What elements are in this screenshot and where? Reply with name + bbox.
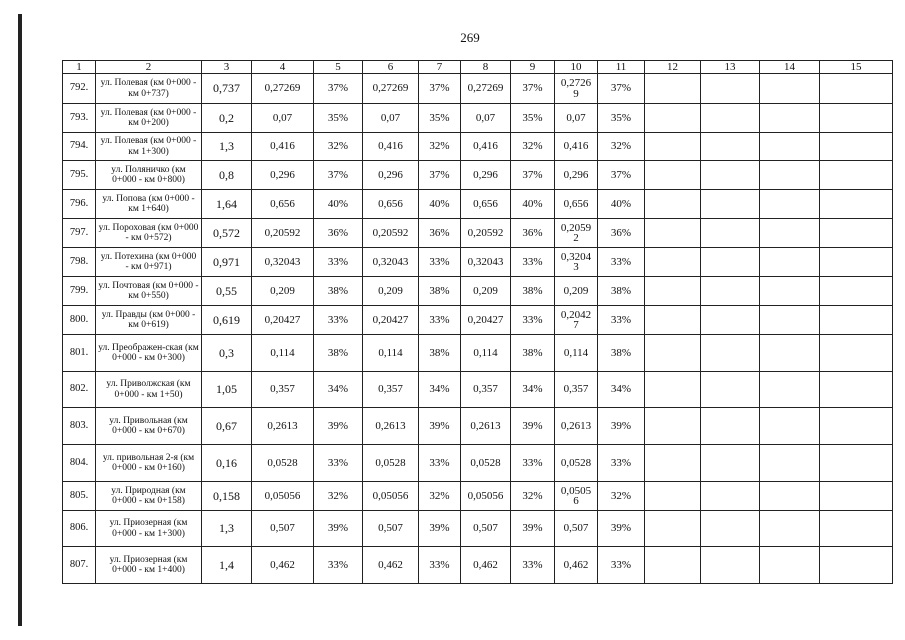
row-number: 806.	[63, 511, 96, 547]
cell-c5: 40%	[314, 190, 363, 219]
cell-c3: 0,158	[202, 482, 252, 511]
cell-c5: 32%	[314, 133, 363, 161]
cell-c3: 0,737	[202, 74, 252, 104]
cell-c10: 0,2726 9	[555, 74, 598, 104]
empty-cell-14	[760, 335, 820, 372]
cell-c8: 0,209	[461, 277, 511, 306]
cell-c8: 0,114	[461, 335, 511, 372]
column-header-15: 15	[820, 61, 893, 74]
empty-cell-12	[645, 133, 701, 161]
cell-c4: 0,507	[252, 511, 314, 547]
empty-cell-12	[645, 408, 701, 445]
cell-c5: 35%	[314, 104, 363, 133]
cell-c5: 37%	[314, 74, 363, 104]
cell-c4: 0,0528	[252, 445, 314, 482]
column-header-3: 3	[202, 61, 252, 74]
cell-c11: 32%	[598, 133, 645, 161]
cell-c7: 32%	[419, 482, 461, 511]
cell-c3: 0,2	[202, 104, 252, 133]
empty-cell-12	[645, 190, 701, 219]
cell-c3: 1,64	[202, 190, 252, 219]
column-header-4: 4	[252, 61, 314, 74]
empty-cell-12	[645, 482, 701, 511]
cell-c10: 0,357	[555, 372, 598, 408]
cell-c4: 0,357	[252, 372, 314, 408]
cell-c10: 0,2059 2	[555, 219, 598, 248]
cell-c9: 32%	[511, 482, 555, 511]
cell-c4: 0,462	[252, 547, 314, 584]
table-row	[63, 248, 893, 277]
cell-c9: 40%	[511, 190, 555, 219]
empty-cell-15	[820, 74, 893, 104]
cell-c8: 0,27269	[461, 74, 511, 104]
empty-cell-13	[701, 74, 760, 104]
empty-cell-13	[701, 547, 760, 584]
empty-cell-12	[645, 277, 701, 306]
empty-cell-15	[820, 306, 893, 335]
empty-cell-12	[645, 74, 701, 104]
street-name: ул. Полевая (км 0+000 - км 0+737)	[96, 74, 202, 104]
empty-cell-12	[645, 161, 701, 190]
cell-c7: 37%	[419, 161, 461, 190]
cell-c9: 33%	[511, 547, 555, 584]
cell-c11: 33%	[598, 445, 645, 482]
street-name: ул. Преображен-ская (км 0+000 - км 0+300)	[96, 335, 202, 372]
cell-c8: 0,20427	[461, 306, 511, 335]
cell-c3: 0,572	[202, 219, 252, 248]
column-header-1: 1	[63, 61, 96, 74]
cell-c10: 0,296	[555, 161, 598, 190]
cell-c3: 0,3	[202, 335, 252, 372]
empty-cell-14	[760, 190, 820, 219]
empty-cell-13	[701, 511, 760, 547]
empty-cell-13	[701, 408, 760, 445]
cell-c5: 33%	[314, 547, 363, 584]
cell-c11: 36%	[598, 219, 645, 248]
empty-cell-14	[760, 306, 820, 335]
cell-c8: 0,656	[461, 190, 511, 219]
empty-cell-12	[645, 445, 701, 482]
cell-c4: 0,416	[252, 133, 314, 161]
table-row	[63, 482, 893, 511]
empty-cell-14	[760, 547, 820, 584]
cell-c4: 0,2613	[252, 408, 314, 445]
cell-c4: 0,20592	[252, 219, 314, 248]
table-row	[63, 190, 893, 219]
cell-c7: 34%	[419, 372, 461, 408]
cell-c10: 0,2613	[555, 408, 598, 445]
cell-c11: 35%	[598, 104, 645, 133]
cell-c4: 0,296	[252, 161, 314, 190]
cell-c7: 35%	[419, 104, 461, 133]
column-header-2: 2	[96, 61, 202, 74]
empty-cell-13	[701, 133, 760, 161]
cell-c9: 37%	[511, 74, 555, 104]
column-header-12: 12	[645, 61, 701, 74]
cell-c4: 0,209	[252, 277, 314, 306]
cell-c5: 36%	[314, 219, 363, 248]
empty-cell-15	[820, 482, 893, 511]
cell-c10: 0,507	[555, 511, 598, 547]
cell-c7: 33%	[419, 445, 461, 482]
cell-c6: 0,416	[363, 133, 419, 161]
cell-c6: 0,05056	[363, 482, 419, 511]
cell-c4: 0,656	[252, 190, 314, 219]
column-header-6: 6	[363, 61, 419, 74]
table-row	[63, 277, 893, 306]
cell-c7: 38%	[419, 335, 461, 372]
cell-c7: 39%	[419, 511, 461, 547]
empty-cell-15	[820, 511, 893, 547]
empty-cell-15	[820, 547, 893, 584]
cell-c7: 33%	[419, 306, 461, 335]
empty-cell-12	[645, 547, 701, 584]
street-name: ул. Приозерная (км 0+000 - км 1+300)	[96, 511, 202, 547]
cell-c11: 32%	[598, 482, 645, 511]
row-number: 802.	[63, 372, 96, 408]
cell-c7: 36%	[419, 219, 461, 248]
empty-cell-14	[760, 248, 820, 277]
cell-c4: 0,114	[252, 335, 314, 372]
cell-c11: 37%	[598, 74, 645, 104]
empty-cell-15	[820, 335, 893, 372]
cell-c4: 0,20427	[252, 306, 314, 335]
cell-c3: 1,05	[202, 372, 252, 408]
empty-cell-14	[760, 74, 820, 104]
empty-cell-13	[701, 190, 760, 219]
empty-cell-12	[645, 306, 701, 335]
cell-c6: 0,507	[363, 511, 419, 547]
cell-c11: 33%	[598, 547, 645, 584]
empty-cell-15	[820, 133, 893, 161]
empty-cell-15	[820, 104, 893, 133]
column-header-8: 8	[461, 61, 511, 74]
empty-cell-14	[760, 161, 820, 190]
empty-cell-13	[701, 482, 760, 511]
cell-c11: 33%	[598, 306, 645, 335]
row-number: 801.	[63, 335, 96, 372]
empty-cell-13	[701, 445, 760, 482]
cell-c7: 39%	[419, 408, 461, 445]
cell-c7: 33%	[419, 547, 461, 584]
empty-cell-12	[645, 511, 701, 547]
cell-c10: 0,0528	[555, 445, 598, 482]
page-margin-bar	[18, 14, 22, 626]
cell-c11: 37%	[598, 161, 645, 190]
cell-c5: 33%	[314, 445, 363, 482]
table-row	[63, 306, 893, 335]
street-name: ул. Попова (км 0+000 - км 1+640)	[96, 190, 202, 219]
cell-c6: 0,209	[363, 277, 419, 306]
cell-c3: 1,3	[202, 133, 252, 161]
table-row	[63, 104, 893, 133]
street-name: ул. Полевая (км 0+000 - км 0+200)	[96, 104, 202, 133]
cell-c10: 0,0505 6	[555, 482, 598, 511]
cell-c10: 0,416	[555, 133, 598, 161]
page-number: 269	[460, 30, 480, 45]
cell-c8: 0,20592	[461, 219, 511, 248]
cell-c8: 0,416	[461, 133, 511, 161]
cell-c11: 40%	[598, 190, 645, 219]
cell-c10: 0,462	[555, 547, 598, 584]
cell-c7: 32%	[419, 133, 461, 161]
cell-c5: 33%	[314, 306, 363, 335]
cell-c10: 0,114	[555, 335, 598, 372]
empty-cell-12	[645, 219, 701, 248]
column-header-14: 14	[760, 61, 820, 74]
empty-cell-14	[760, 445, 820, 482]
row-number: 795.	[63, 161, 96, 190]
street-name: ул. Полевая (км 0+000 - км 1+300)	[96, 133, 202, 161]
cell-c9: 33%	[511, 248, 555, 277]
column-header-13: 13	[701, 61, 760, 74]
header-row	[63, 61, 893, 74]
empty-cell-15	[820, 161, 893, 190]
row-number: 803.	[63, 408, 96, 445]
cell-c5: 34%	[314, 372, 363, 408]
cell-c8: 0,462	[461, 547, 511, 584]
cell-c5: 38%	[314, 277, 363, 306]
cell-c9: 34%	[511, 372, 555, 408]
empty-cell-14	[760, 104, 820, 133]
row-number: 807.	[63, 547, 96, 584]
cell-c3: 0,67	[202, 408, 252, 445]
cell-c6: 0,27269	[363, 74, 419, 104]
cell-c3: 0,971	[202, 248, 252, 277]
table-row	[63, 335, 893, 372]
empty-cell-14	[760, 372, 820, 408]
row-number: 793.	[63, 104, 96, 133]
cell-c10: 0,3204 3	[555, 248, 598, 277]
cell-c11: 39%	[598, 511, 645, 547]
cell-c5: 39%	[314, 511, 363, 547]
cell-c8: 0,507	[461, 511, 511, 547]
cell-c9: 33%	[511, 306, 555, 335]
empty-cell-12	[645, 335, 701, 372]
cell-c9: 37%	[511, 161, 555, 190]
empty-cell-15	[820, 219, 893, 248]
cell-c10: 0,07	[555, 104, 598, 133]
row-number: 805.	[63, 482, 96, 511]
cell-c5: 33%	[314, 248, 363, 277]
cell-c6: 0,0528	[363, 445, 419, 482]
cell-c8: 0,0528	[461, 445, 511, 482]
cell-c9: 39%	[511, 511, 555, 547]
empty-cell-13	[701, 219, 760, 248]
column-header-5: 5	[314, 61, 363, 74]
empty-cell-15	[820, 277, 893, 306]
street-name: ул. Природная (км 0+000 - км 0+158)	[96, 482, 202, 511]
cell-c6: 0,296	[363, 161, 419, 190]
street-name: ул. Потехина (км 0+000 - км 0+971)	[96, 248, 202, 277]
cell-c11: 34%	[598, 372, 645, 408]
cell-c6: 0,32043	[363, 248, 419, 277]
cell-c6: 0,20592	[363, 219, 419, 248]
row-number: 798.	[63, 248, 96, 277]
column-header-10: 10	[555, 61, 598, 74]
empty-cell-15	[820, 408, 893, 445]
cell-c11: 38%	[598, 335, 645, 372]
cell-c7: 33%	[419, 248, 461, 277]
cell-c9: 36%	[511, 219, 555, 248]
column-header-9: 9	[511, 61, 555, 74]
cell-c6: 0,462	[363, 547, 419, 584]
cell-c10: 0,656	[555, 190, 598, 219]
cell-c6: 0,07	[363, 104, 419, 133]
street-name: ул. Правды (км 0+000 - км 0+619)	[96, 306, 202, 335]
cell-c6: 0,656	[363, 190, 419, 219]
cell-c3: 0,619	[202, 306, 252, 335]
cell-c4: 0,07	[252, 104, 314, 133]
empty-cell-12	[645, 372, 701, 408]
street-name: ул. Поляничко (км 0+000 - км 0+800)	[96, 161, 202, 190]
cell-c6: 0,114	[363, 335, 419, 372]
row-number: 796.	[63, 190, 96, 219]
row-number: 792.	[63, 74, 96, 104]
street-name: ул. привольная 2-я (км 0+000 - км 0+160)	[96, 445, 202, 482]
empty-cell-13	[701, 248, 760, 277]
street-name: ул. Почтовая (км 0+000 - км 0+550)	[96, 277, 202, 306]
roads-table	[62, 60, 893, 584]
cell-c6: 0,20427	[363, 306, 419, 335]
street-name: ул. Приозерная (км 0+000 - км 1+400)	[96, 547, 202, 584]
cell-c3: 0,16	[202, 445, 252, 482]
empty-cell-14	[760, 511, 820, 547]
table-row	[63, 547, 893, 584]
street-name: ул. Приволжская (км 0+000 - км 1+50)	[96, 372, 202, 408]
table-row	[63, 511, 893, 547]
empty-cell-13	[701, 372, 760, 408]
table-row	[63, 161, 893, 190]
cell-c4: 0,32043	[252, 248, 314, 277]
empty-cell-13	[701, 104, 760, 133]
cell-c9: 32%	[511, 133, 555, 161]
cell-c4: 0,27269	[252, 74, 314, 104]
cell-c3: 1,3	[202, 511, 252, 547]
table-row	[63, 133, 893, 161]
empty-cell-14	[760, 408, 820, 445]
cell-c8: 0,357	[461, 372, 511, 408]
cell-c9: 33%	[511, 445, 555, 482]
cell-c7: 37%	[419, 74, 461, 104]
empty-cell-13	[701, 277, 760, 306]
row-number: 794.	[63, 133, 96, 161]
cell-c8: 0,2613	[461, 408, 511, 445]
table-row	[63, 408, 893, 445]
cell-c8: 0,32043	[461, 248, 511, 277]
empty-cell-15	[820, 372, 893, 408]
table-row	[63, 219, 893, 248]
cell-c9: 35%	[511, 104, 555, 133]
cell-c11: 38%	[598, 277, 645, 306]
street-name: ул. Привольная (км 0+000 - км 0+670)	[96, 408, 202, 445]
row-number: 800.	[63, 306, 96, 335]
empty-cell-13	[701, 335, 760, 372]
cell-c11: 33%	[598, 248, 645, 277]
cell-c3: 1,4	[202, 547, 252, 584]
cell-c5: 32%	[314, 482, 363, 511]
cell-c5: 37%	[314, 161, 363, 190]
cell-c3: 0,8	[202, 161, 252, 190]
empty-cell-12	[645, 104, 701, 133]
cell-c5: 38%	[314, 335, 363, 372]
row-number: 799.	[63, 277, 96, 306]
cell-c8: 0,07	[461, 104, 511, 133]
row-number: 804.	[63, 445, 96, 482]
empty-cell-15	[820, 248, 893, 277]
cell-c9: 38%	[511, 277, 555, 306]
cell-c10: 0,209	[555, 277, 598, 306]
cell-c10: 0,2042 7	[555, 306, 598, 335]
empty-cell-15	[820, 445, 893, 482]
column-header-11: 11	[598, 61, 645, 74]
street-name: ул. Пороховая (км 0+000 - км 0+572)	[96, 219, 202, 248]
table-row	[63, 372, 893, 408]
empty-cell-14	[760, 133, 820, 161]
table-row	[63, 445, 893, 482]
cell-c9: 39%	[511, 408, 555, 445]
cell-c5: 39%	[314, 408, 363, 445]
cell-c8: 0,296	[461, 161, 511, 190]
cell-c3: 0,55	[202, 277, 252, 306]
empty-cell-13	[701, 306, 760, 335]
cell-c6: 0,2613	[363, 408, 419, 445]
cell-c7: 40%	[419, 190, 461, 219]
empty-cell-12	[645, 248, 701, 277]
cell-c11: 39%	[598, 408, 645, 445]
cell-c8: 0,05056	[461, 482, 511, 511]
empty-cell-14	[760, 219, 820, 248]
empty-cell-13	[701, 161, 760, 190]
empty-cell-14	[760, 482, 820, 511]
empty-cell-15	[820, 190, 893, 219]
cell-c7: 38%	[419, 277, 461, 306]
table-row	[63, 74, 893, 104]
row-number: 797.	[63, 219, 96, 248]
cell-c6: 0,357	[363, 372, 419, 408]
column-header-7: 7	[419, 61, 461, 74]
cell-c9: 38%	[511, 335, 555, 372]
table-body	[63, 74, 893, 584]
cell-c4: 0,05056	[252, 482, 314, 511]
empty-cell-14	[760, 277, 820, 306]
